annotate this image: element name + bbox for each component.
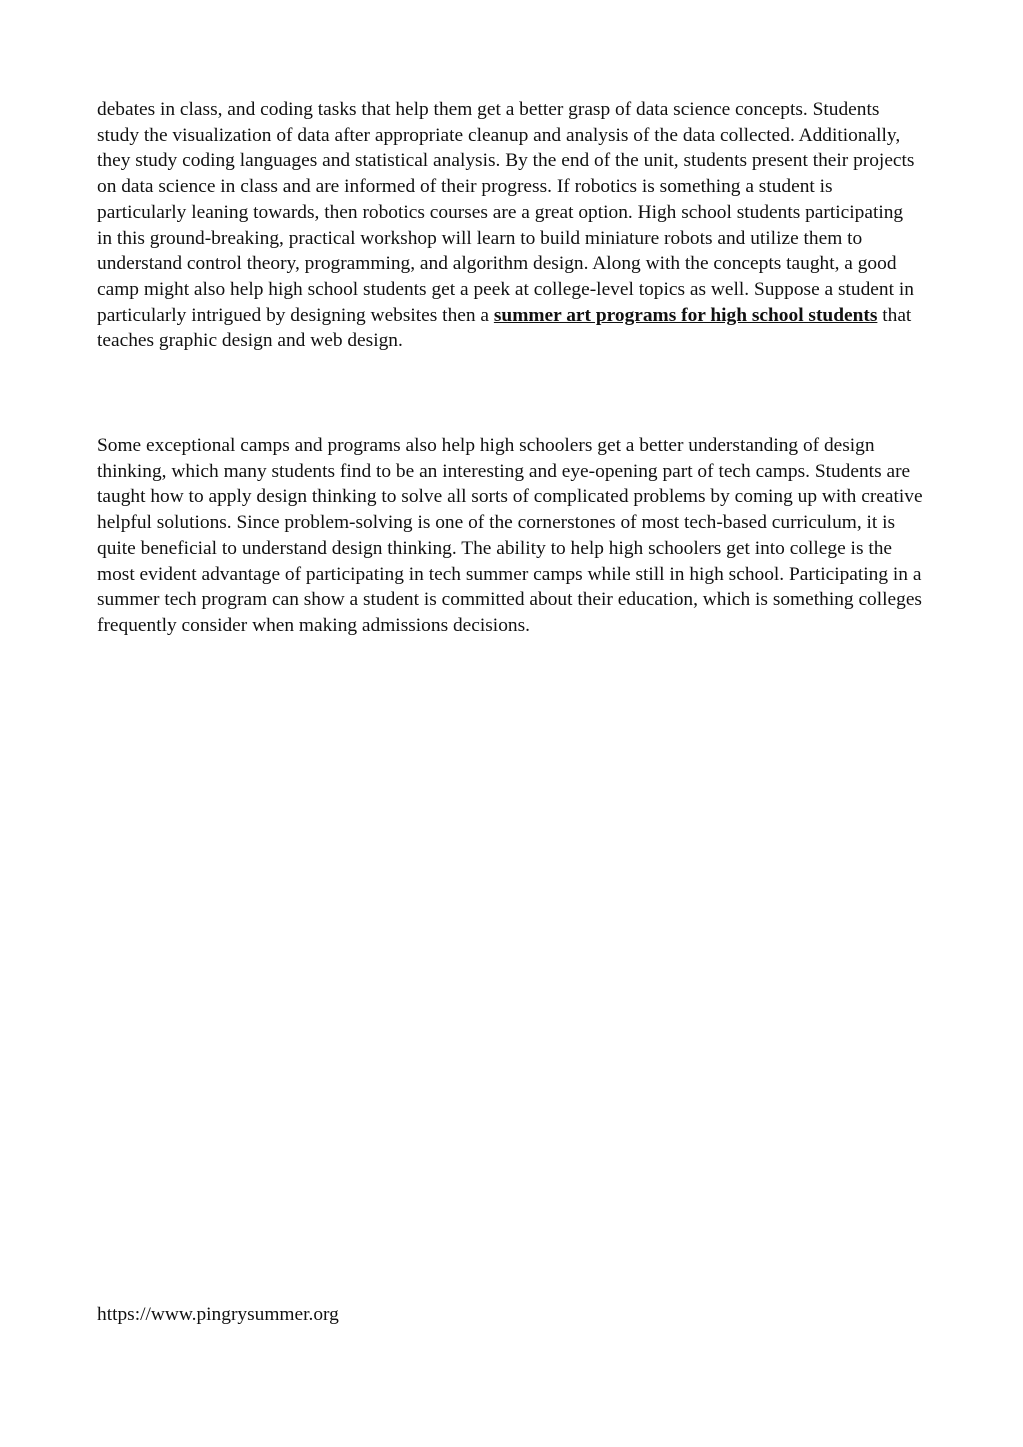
paragraph-design-thinking: Some exceptional camps and programs also help high schoolers get a better understanding of design thinking, which many students find to be an interesting and eye-opening part of tech camps. Students are taught how to apply design thinking to solve all sorts of complicated problems by coming up with creative helpful solutions. Since problem-solving is one of the cornerstones of most tech-based curriculum, it is quite beneficial to understand design thinking. The ability to help high schoolers get into college is the most evident advantage of participating in tech summer camps while still in high school. Participating in a summer tech program can show a student is committed about their education, which is something colleges frequently consider when making admissions decisions. [97,435,923,636]
paragraph-1-text-after-link: that teaches graphic design and web design. [97,304,912,352]
summer-art-programs-link[interactable]: summer art programs for high school students [493,304,878,326]
paragraph-1-text-before-link: debates in class, and coding tasks that help them get a better grasp of data science concepts. Students study the visualization of data after appropriate cleanup and analysis of the data collected. Additionally, they study coding languages and statistical analysis. By the end of the unit, students present their projects on data science in class and are informed of their progress. If robotics is something a student is particularly leaning towards, then robotics courses are a great option. High school students participating in this ground-breaking, practical workshop will learn to build miniature robots and utilize them to understand control theory, programming, and algorithm design. Along with the concepts taught, a good camp might also help high school students get a peek at college-level topics as well. Suppose a student in particularly intrigued by designing websites then a [97,99,915,326]
footer-url: https://www.pingrysummer.org [97,1304,339,1325]
paragraph-data-science-robotics [97,97,923,354]
